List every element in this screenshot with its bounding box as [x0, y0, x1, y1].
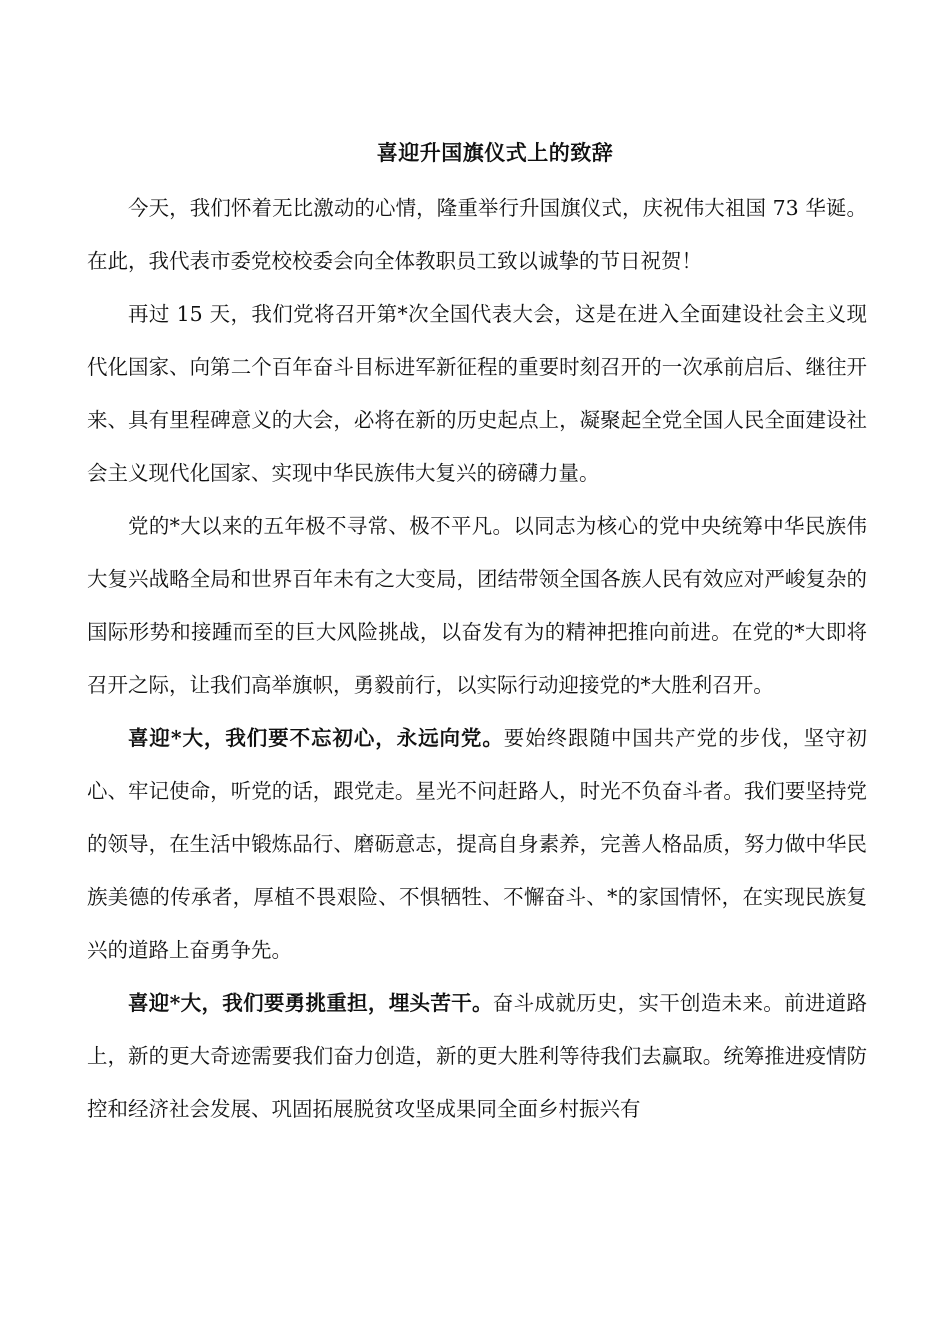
paragraph-5-lead: 喜迎*大，我们要勇挑重担，埋头苦干。	[128, 991, 493, 1015]
paragraph-1	[87, 182, 867, 288]
paragraph-2	[87, 288, 867, 500]
paragraph-4-text: 要始终跟随中国共产党的步伐，坚守初心、牢记使命，听党的话，跟党走。星光不问赶路人，时光不负奋斗者。我们要坚持党的领导，在生活中锻炼品行、磨砺意志，提高自身素养，完善人格品质，努力做中华民族美德的传承者，厚植不畏艰险、不惧牺牲、不懈奋斗、*的家国情怀，在实现民族复兴的道路上奋勇争先。	[87, 726, 867, 962]
paragraph-2-text: 再过 15 天，我们党将召开第*次全国代表大会，这是在进入全面建设社会主义现代化国家、向第二个百年奋斗目标进军新征程的重要时刻召开的一次承前启后、继往开来、具有里程碑意义的大会，必将在新的历史起点上，凝聚起全党全国人民全面建设社会主义现代化国家、实现中华民族伟大复兴的磅礴力量。	[87, 302, 867, 485]
document-body	[87, 182, 867, 1136]
paragraph-4-lead: 喜迎*大，我们要不忘初心，永远向党。	[128, 726, 504, 750]
paragraph-5-text: 奋斗成就历史，实干创造未来。前进道路上，新的更大奇迹需要我们奋力创造，新的更大胜利等待我们去赢取。统筹推进疫情防控和经济社会发展、巩固拓展脱贫攻坚成果同全面乡村振兴有	[87, 991, 867, 1121]
paragraph-3	[87, 500, 867, 712]
paragraph-4	[87, 712, 867, 977]
paragraph-3-text: 党的*大以来的五年极不寻常、极不平凡。以同志为核心的党中央统筹中华民族伟大复兴战略全局和世界百年未有之大变局，团结带领全国各族人民有效应对严峻复杂的国际形势和接踵而至的巨大风险挑战，以奋发有为的精神把推向前进。在党的*大即将召开之际，让我们高举旗帜，勇毅前行，以实际行动迎接党的*大胜利召开。	[87, 514, 867, 697]
paragraph-1-text: 今天，我们怀着无比激动的心情，隆重举行升国旗仪式，庆祝伟大祖国 73 华诞。在此，我代表市委党校校委会向全体教职员工致以诚挚的节日祝贺！	[87, 196, 867, 273]
paragraph-5	[87, 977, 867, 1136]
document-title: 喜迎升国旗仪式上的致辞	[376, 140, 614, 165]
